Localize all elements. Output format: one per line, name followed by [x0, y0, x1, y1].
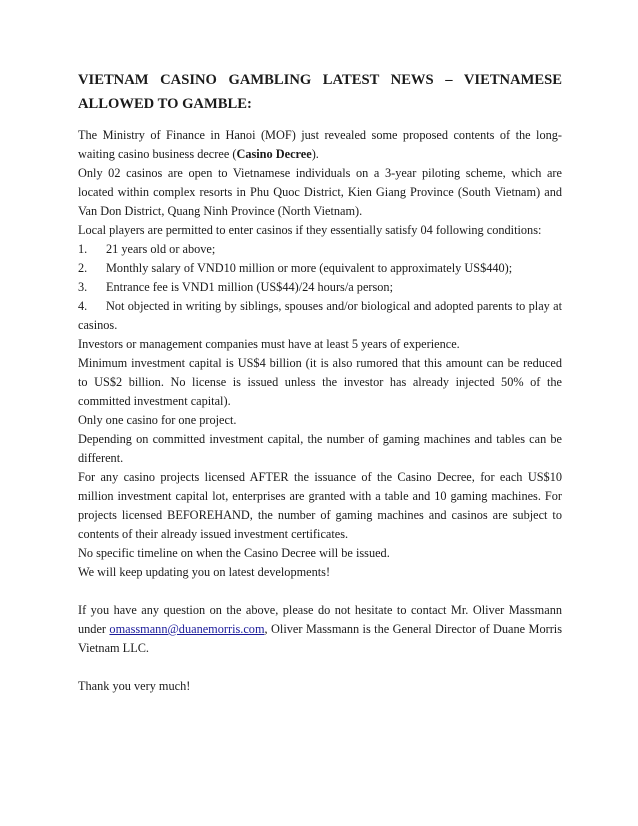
timeline-paragraph: No specific timeline on when the Casino Decree will be issued. — [78, 546, 390, 560]
condition-item-1 — [78, 240, 562, 259]
licensing-paragraph: For any casino projects licensed AFTER the issuance of the Casino Decree, for each US$10 million investment capital lot, enterprises are granted with a table and 10 gaming machines. For projects licensed BEFOREHAND, the number of gaming machines and casinos are subject to contents of their already issued investment certificates. — [78, 470, 562, 541]
casino-decree-bold: Casino Decree — [236, 147, 312, 161]
document-title: VIETNAM CASINO GAMBLING LATEST NEWS – VIETNAMESE ALLOWED TO GAMBLE: — [78, 72, 562, 112]
one-casino-paragraph: Only one casino for one project. — [78, 413, 237, 427]
condition-item-2 — [78, 259, 562, 278]
spacer — [78, 658, 562, 677]
contact-paragraph — [78, 601, 562, 658]
condition-text: Monthly salary of VND10 million or more (equivalent to approximately US$440); — [106, 261, 513, 275]
updating-paragraph: We will keep updating you on latest developments! — [78, 565, 331, 579]
contact-end: , Oliver Massmann is the General Director of Duane Morris Vietnam LLC. — [78, 622, 562, 655]
spacer — [78, 582, 562, 601]
intro-paragraph — [78, 126, 562, 164]
intro-end: ). — [311, 147, 319, 161]
contact-text: If you have any question on the above, please do not hesitate to contact Mr. Oliver Massmann under — [78, 603, 562, 636]
condition-item-4 — [78, 297, 562, 335]
intro-text: The Ministry of Finance in Hanoi (MOF) just revealed some proposed contents of the long-waiting casino business decree ( — [78, 128, 562, 161]
casinos-paragraph: Only 02 casinos are open to Vietnamese individuals on a 3-year piloting scheme, which are located within complex resorts in Phu Quoc District, Kien Giang Province (South Vietnam) and Van Don District, Quang Ninh Province (North Vietnam). — [78, 166, 562, 218]
email-link[interactable]: omassmann@duanemorris.com — [109, 622, 265, 636]
condition-number: 4. — [78, 299, 88, 313]
capital-paragraph: Minimum investment capital is US$4 billion (it is also rumored that this amount can be reduced to US$2 billion. No license is issued unless the investor has already injected 50% of the committed investment capital). — [78, 356, 562, 408]
conditions-intro: Local players are permitted to enter casinos if they essentially satisfy 04 following conditions: — [78, 223, 542, 237]
experience-paragraph: Investors or management companies must have at least 5 years of experience. — [78, 337, 460, 351]
condition-number: 3. — [78, 280, 88, 294]
condition-number: 1. — [78, 242, 88, 256]
condition-item-3 — [78, 278, 562, 297]
condition-text: 21 years old or above; — [106, 242, 216, 256]
depending-paragraph: Depending on committed investment capital, the number of gaming machines and tables can be different. — [78, 432, 562, 465]
condition-number: 2. — [78, 261, 88, 275]
condition-text: Not objected in writing by siblings, spouses and/or biological and adopted parents to play at casinos. — [78, 299, 562, 332]
thanks-line: Thank you very much! — [78, 679, 191, 693]
condition-text: Entrance fee is VND1 million (US$44)/24 hours/a person; — [106, 280, 393, 294]
